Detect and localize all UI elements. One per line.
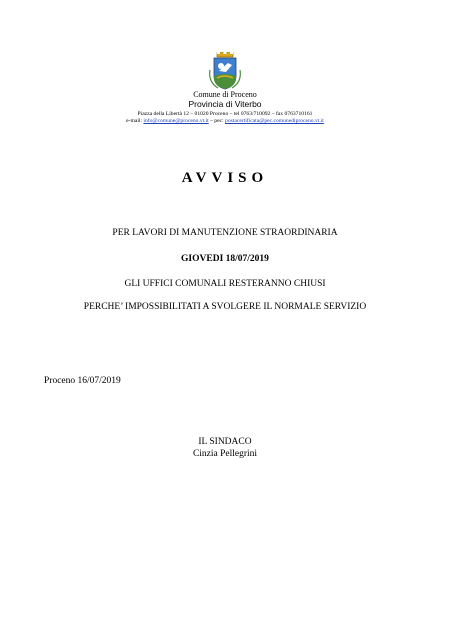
notice-line-1: PER LAVORI DI MANUTENZIONE STRAORDINARIA (112, 228, 338, 238)
notice-title: AVVISO (181, 170, 269, 186)
email-label: e-mail: (126, 118, 142, 124)
address-line: Piazza della Libertà 12 – 01020 Proceno – tel 0763/710092 – fax 0763710161 (137, 111, 313, 117)
place-and-date: Proceno 16/07/2019 (44, 376, 121, 386)
pec-label: – pec: (210, 118, 224, 124)
contacts-line (0, 118, 450, 124)
email-link[interactable]: info@comune@proceno.vt.it (143, 118, 209, 124)
pec-link[interactable]: postacertificata@pec.comunediproceno.vt.it (225, 118, 324, 124)
notice-line-3: GLI UFFICI COMUNALI RESTERANNO CHIUSI (124, 279, 326, 289)
province-name: Provincia di Viterbo (188, 99, 262, 109)
notice-line-4: PERCHE’ IMPOSSIBILITATI A SVOLGERE IL NORMALE SERVIZIO (83, 302, 367, 312)
signature-name: Cinzia Pellegrini (192, 449, 258, 459)
coat-of-arms-icon (208, 52, 242, 90)
notice-date: GIOVEDI 18/07/2019 (181, 254, 269, 264)
municipality-name: Comune di Proceno (193, 90, 257, 99)
signature-role: IL SINDACO (198, 437, 252, 447)
